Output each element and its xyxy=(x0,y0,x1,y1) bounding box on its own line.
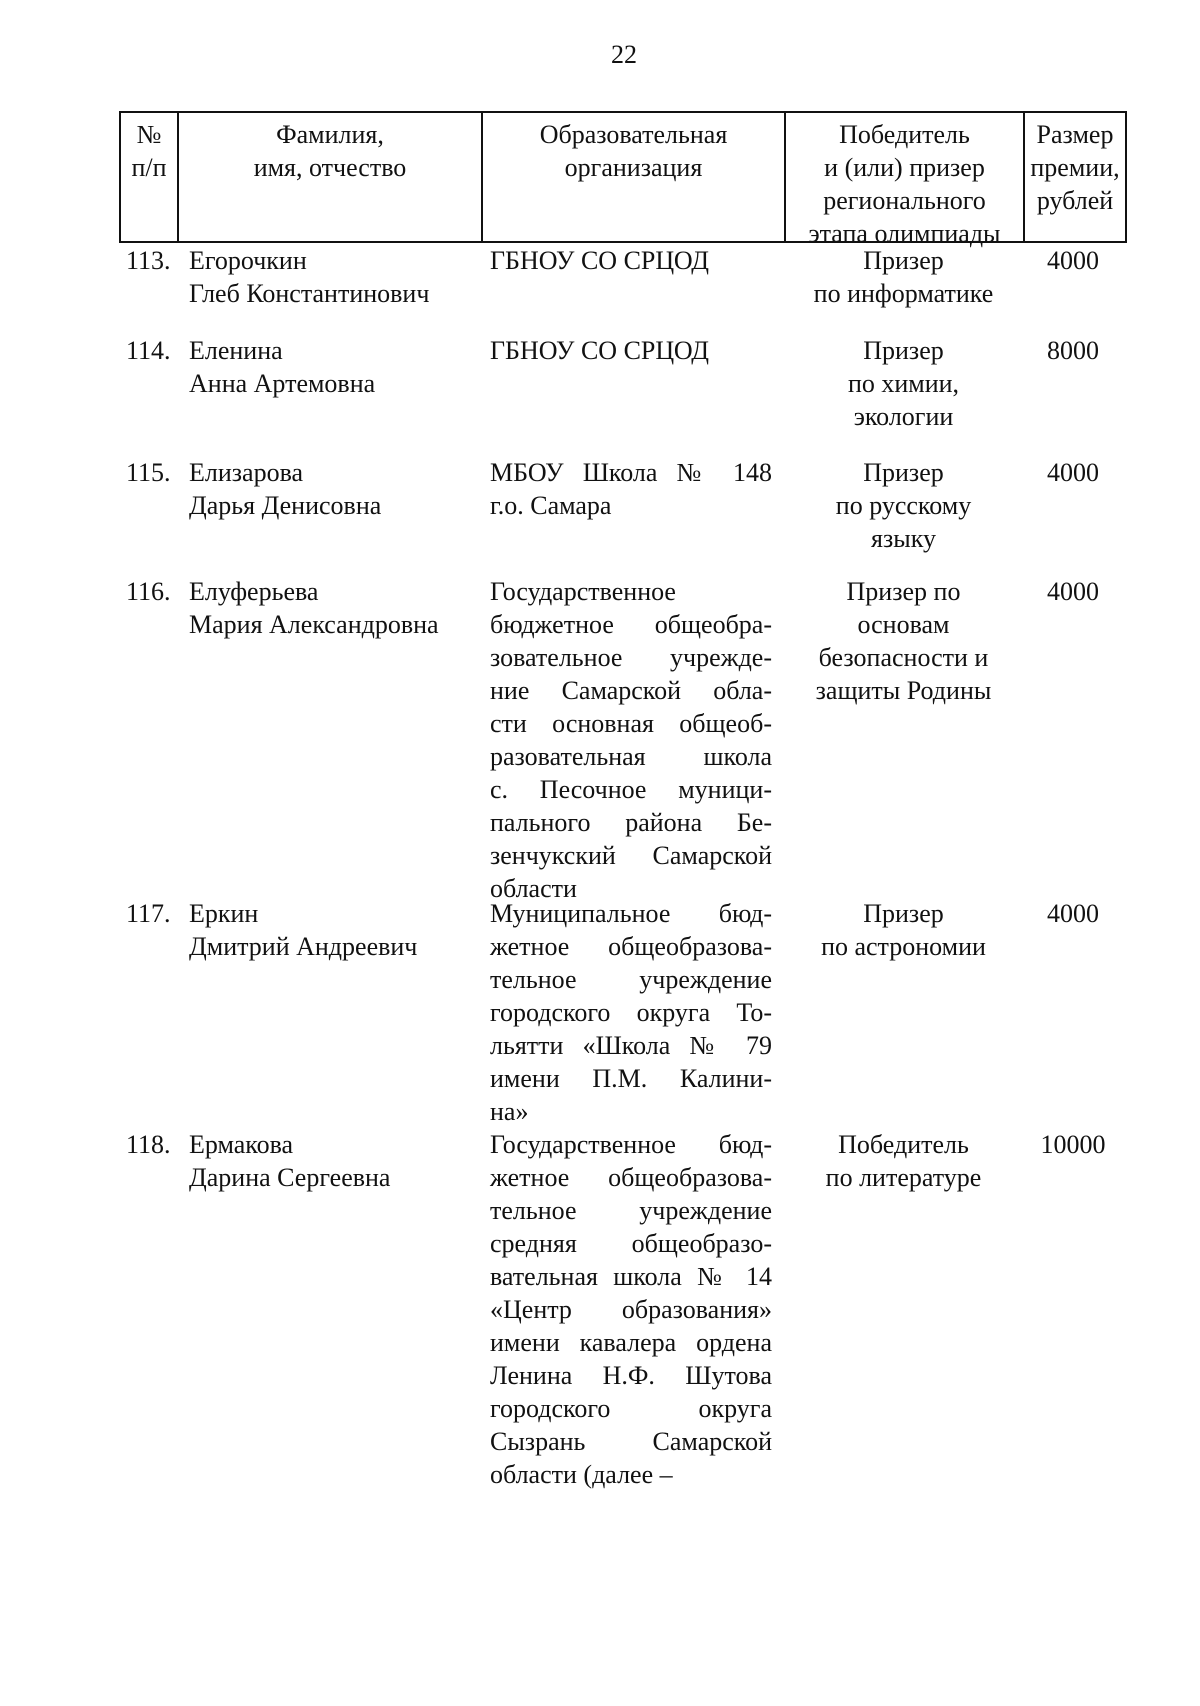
organization-line: имени П.М. Калини- xyxy=(490,1064,772,1093)
page-number: 22 xyxy=(611,40,637,69)
organization-line: тельное учреждение xyxy=(490,965,772,994)
organization-line: средняя общеобразо- xyxy=(490,1229,772,1258)
organization-line: Государственное бюд- xyxy=(490,1130,772,1159)
organization-line: Ленина Н.Ф. Шутова xyxy=(490,1361,772,1390)
organization-line: пального района Бе- xyxy=(490,808,772,837)
student-name-line: Еленина xyxy=(189,336,283,365)
award-status-line: Призер xyxy=(863,246,944,275)
header-award: Победитель и (или) призер регионального этапа олимпиады xyxy=(786,113,1025,241)
award-status-line: языку xyxy=(871,524,936,553)
organization-line: Сызрань Самарской xyxy=(490,1427,772,1456)
organization-line: области (далее – xyxy=(490,1460,673,1489)
award-status xyxy=(784,456,1023,555)
prize-amount: 10000 xyxy=(1040,1130,1106,1159)
prize-amount: 4000 xyxy=(1047,577,1099,606)
student-name-line: Елуферьева xyxy=(189,577,319,606)
organization-line: МБОУ Школа № 148 xyxy=(490,458,772,487)
award-status xyxy=(784,575,1023,707)
prize-amount: 4000 xyxy=(1047,246,1099,275)
organization xyxy=(490,334,772,367)
award-status-line: по информатике xyxy=(813,279,994,308)
award-status-line: по литературе xyxy=(825,1163,982,1192)
award-status-line: по русскому xyxy=(835,491,972,520)
organization-line: жетное общеобразова- xyxy=(490,932,772,961)
student-name xyxy=(189,897,489,963)
award-status-line: Победитель xyxy=(838,1130,969,1159)
award-status-line: Призер по xyxy=(846,577,961,606)
prize-amount: 4000 xyxy=(1047,458,1099,487)
header-org: Образовательная организация xyxy=(483,113,786,241)
organization xyxy=(490,1128,772,1491)
organization-line: жетное общеобразова- xyxy=(490,1163,772,1192)
organization-line: имени кавалера ордена xyxy=(490,1328,772,1357)
award-status-line: экологии xyxy=(853,402,954,431)
organization-line: г.о. Самара xyxy=(490,491,612,520)
student-name xyxy=(189,334,489,400)
organization-line: бюджетное общеобра- xyxy=(490,610,772,639)
award-status-line: основам xyxy=(857,610,950,639)
organization xyxy=(490,244,772,277)
award-status xyxy=(784,897,1023,963)
row-number: 118. xyxy=(126,1130,171,1159)
organization-line: зенчукский Самарской xyxy=(490,841,772,870)
organization-line: Государственное xyxy=(490,577,676,606)
row-number: 115. xyxy=(126,458,171,487)
student-name-line: Дмитрий Андреевич xyxy=(189,932,418,961)
award-status-line: Призер xyxy=(863,336,944,365)
organization-line: на» xyxy=(490,1097,529,1126)
award-status-line: защиты Родины xyxy=(815,676,992,705)
organization-line: зовательное учрежде- xyxy=(490,643,772,672)
organization-line: сти основная общеоб- xyxy=(490,709,772,738)
student-name xyxy=(189,456,489,522)
student-name-line: Ермакова xyxy=(189,1130,294,1159)
organization-line: городского округа То- xyxy=(490,998,772,1027)
organization-line: разовательная школа xyxy=(490,742,772,771)
award-status xyxy=(784,1128,1023,1194)
award-status-line: по химии, xyxy=(847,369,960,398)
organization-line: ГБНОУ СО СРЦОД xyxy=(490,336,710,365)
organization-line: льятти «Школа № 79 xyxy=(490,1031,772,1060)
organization xyxy=(490,897,772,1128)
row-number: 117. xyxy=(126,899,171,928)
prize-amount: 8000 xyxy=(1047,336,1099,365)
organization-line: с. Песочное муници- xyxy=(490,775,772,804)
organization-line: «Центр образования» xyxy=(490,1295,772,1324)
award-status xyxy=(784,244,1023,310)
header-name: Фамилия, имя, отчество xyxy=(179,113,483,241)
award-status-line: безопасности и xyxy=(818,643,989,672)
student-name-line: Дарья Денисовна xyxy=(189,491,382,520)
organization-line: Муниципальное бюд- xyxy=(490,899,772,928)
student-name-line: Егорочкин xyxy=(189,246,307,275)
student-name-line: Глеб Константинович xyxy=(189,279,430,308)
organization xyxy=(490,575,772,905)
student-name-line: Елизарова xyxy=(189,458,304,487)
student-name-line: Мария Александровна xyxy=(189,610,439,639)
organization-line: городского округа xyxy=(490,1394,772,1423)
organization-line: ние Самарской обла- xyxy=(490,676,772,705)
organization-line: тельное учреждение xyxy=(490,1196,772,1225)
award-status xyxy=(784,334,1023,433)
table-header xyxy=(119,111,1127,248)
row-number: 116. xyxy=(126,577,171,606)
organization-line: области xyxy=(490,874,577,903)
student-name xyxy=(189,575,489,641)
student-name-line: Анна Артемовна xyxy=(189,369,376,398)
row-number: 114. xyxy=(126,336,171,365)
header-prize: Размер премии, рублей xyxy=(1030,120,1120,215)
organization xyxy=(490,456,772,522)
award-status-line: Призер xyxy=(863,458,944,487)
award-status-line: по астрономии xyxy=(821,932,986,961)
organization-line: ГБНОУ СО СРЦОД xyxy=(490,246,710,275)
row-number: 113. xyxy=(126,246,171,275)
student-name-line: Еркин xyxy=(189,899,259,928)
award-status-line: Призер xyxy=(863,899,944,928)
organization-line: вательная школа № 14 xyxy=(490,1262,772,1291)
student-name xyxy=(189,1128,489,1194)
prize-amount: 4000 xyxy=(1047,899,1099,928)
student-name-line: Дарина Сергеевна xyxy=(189,1163,391,1192)
student-name xyxy=(189,244,489,310)
header-num: № п/п xyxy=(121,113,179,241)
